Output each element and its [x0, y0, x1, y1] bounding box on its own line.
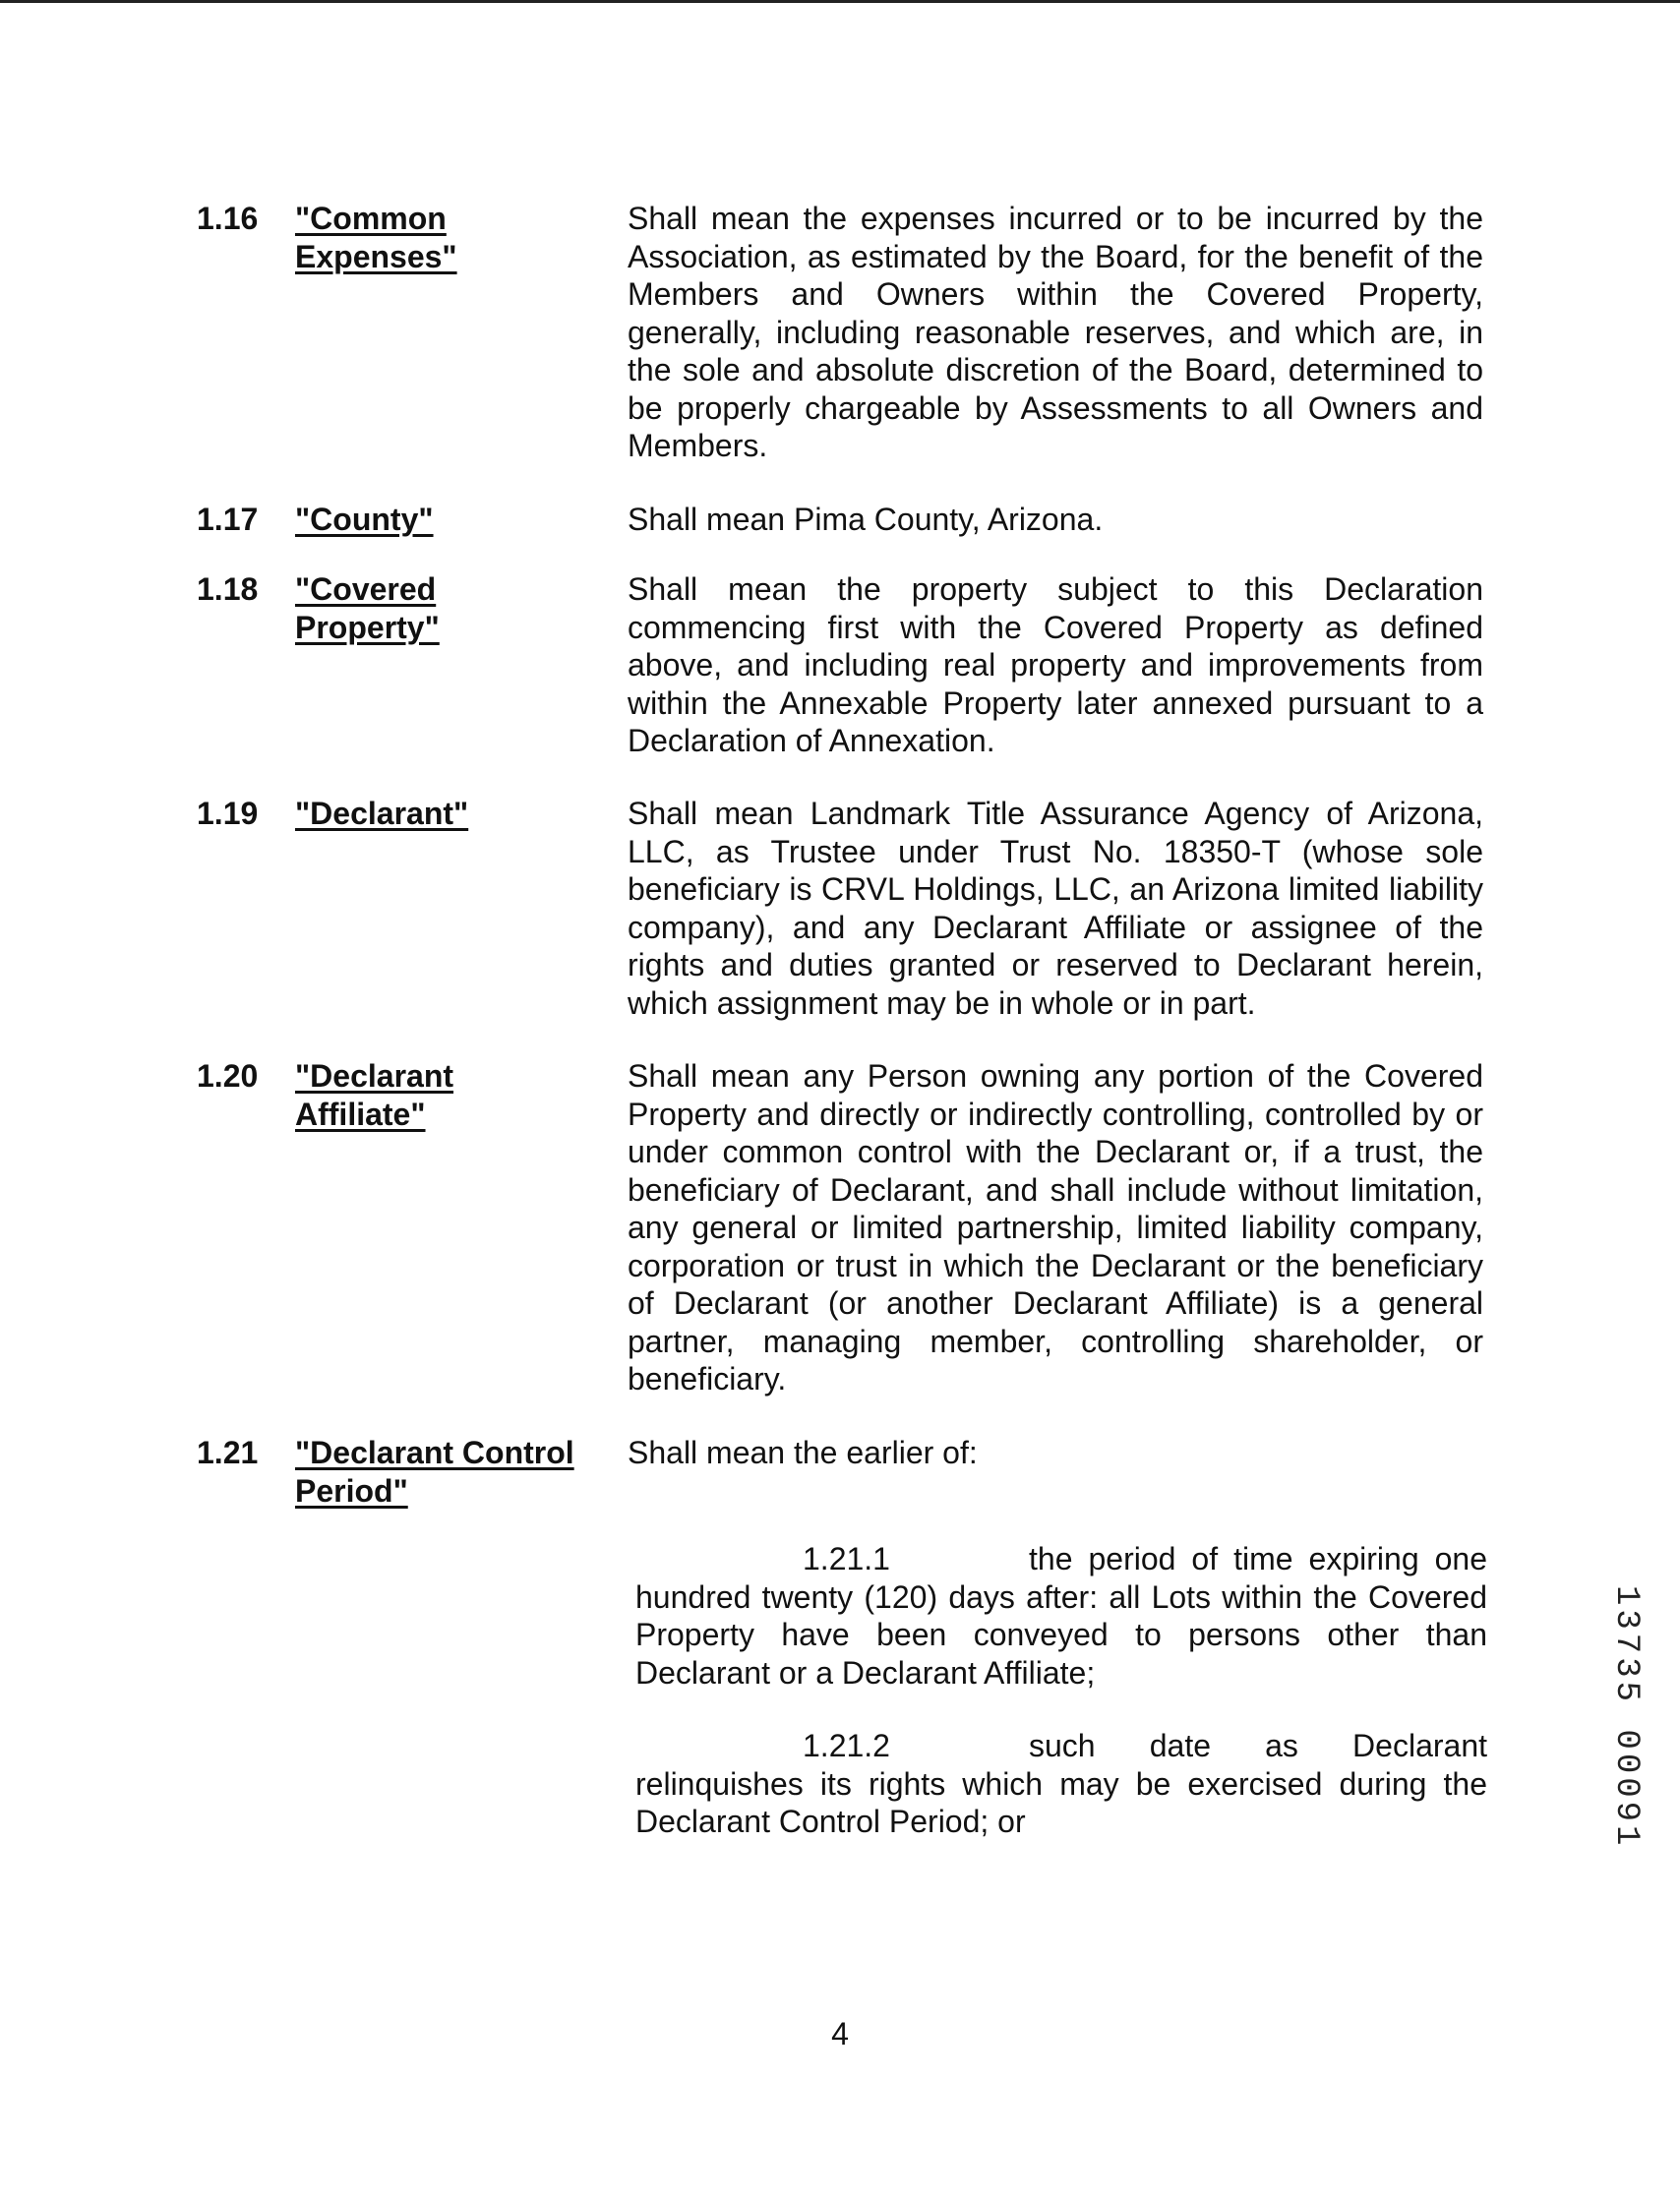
- subsection-1-21-1: [635, 1540, 1487, 1692]
- subsection-number: 1.21.2: [803, 1728, 890, 1763]
- definition-number: 1.18: [197, 571, 259, 607]
- term-line-1: "County": [295, 502, 434, 537]
- definition-term: [295, 1057, 610, 1134]
- subsection-1-21-2: [635, 1727, 1487, 1841]
- term-line-2: Period": [295, 1473, 408, 1509]
- definition-term: [295, 795, 610, 833]
- page-number: 4: [831, 2016, 849, 2051]
- term-line-1: "Declarant Control: [295, 1435, 574, 1470]
- definition-number: 1.20: [197, 1058, 259, 1094]
- page-top-border: [0, 0, 1680, 3]
- term-line-1: "Declarant": [295, 796, 469, 831]
- definition-text: Shall mean Landmark Title Assurance Agency of Arizona, LLC, as Trustee under Trust No. 18350-T (whose sole beneficiary is CRVL Holdings, LLC, an Arizona limited liability company), and any Declarant Affiliate or assignee of the rights and duties granted or reserved to Declarant herein, which assignment may be in whole or in part.: [628, 796, 1483, 1021]
- definition-text: Shall mean the property subject to this Declaration commencing first with the Covered Property as defined above, and including real property and improvements from within the Annexable Property later annexed pursuant to a Declaration of Annexation.: [628, 571, 1483, 758]
- margin-recording-stamp: 13735 00091: [1607, 1585, 1645, 1850]
- subsection-text: the period of time expiring one hundred twenty (120) days after: all Lots within the Covered Property have been conveyed to persons other than Declarant or a Declarant Affiliate;: [635, 1541, 1487, 1691]
- definition-term: [295, 1434, 610, 1511]
- definition-text: Shall mean any Person owning any portion of the Covered Property and directly or indirectly controlling, controlled by or under common control with the Declarant or, if a trust, the beneficiary of Declarant, and shall include without limitation, any general or limited partnership, limited liability company, corporation or trust in which the Declarant or the beneficiary of Declarant (or another Declarant Affiliate) is a general partner, managing member, controlling shareholder, or beneficiary.: [628, 1058, 1483, 1397]
- term-line-1: "Declarant: [295, 1058, 454, 1094]
- term-line-1: "Covered: [295, 571, 437, 607]
- term-line-2: Affiliate": [295, 1097, 426, 1132]
- definition-number: 1.21: [197, 1435, 259, 1470]
- definition-text: Shall mean the earlier of:: [628, 1435, 978, 1470]
- term-line-1: "Common: [295, 201, 447, 236]
- definition-number: 1.16: [197, 201, 259, 236]
- definition-number: 1.17: [197, 502, 259, 537]
- definition-text: Shall mean Pima County, Arizona.: [628, 502, 1104, 537]
- definition-term: [295, 200, 610, 276]
- subsection-text: such date as Declarant relinquishes its rights which may be exercised during the Declarant Control Period; or: [635, 1728, 1487, 1839]
- definition-term: [295, 501, 610, 539]
- term-line-2: Expenses": [295, 239, 457, 274]
- definition-term: [295, 570, 610, 647]
- subsection-number: 1.21.1: [803, 1541, 890, 1576]
- definition-number: 1.19: [197, 796, 259, 831]
- definition-text: Shall mean the expenses incurred or to be incurred by the Association, as estimated by the Board, for the benefit of the Members and Owners within the Covered Property, generally, including reasonable reserves, and which are, in the sole and absolute discretion of the Board, determined to be properly chargeable by Assessments to all Owners and Members.: [628, 201, 1483, 463]
- term-line-2: Property": [295, 610, 440, 645]
